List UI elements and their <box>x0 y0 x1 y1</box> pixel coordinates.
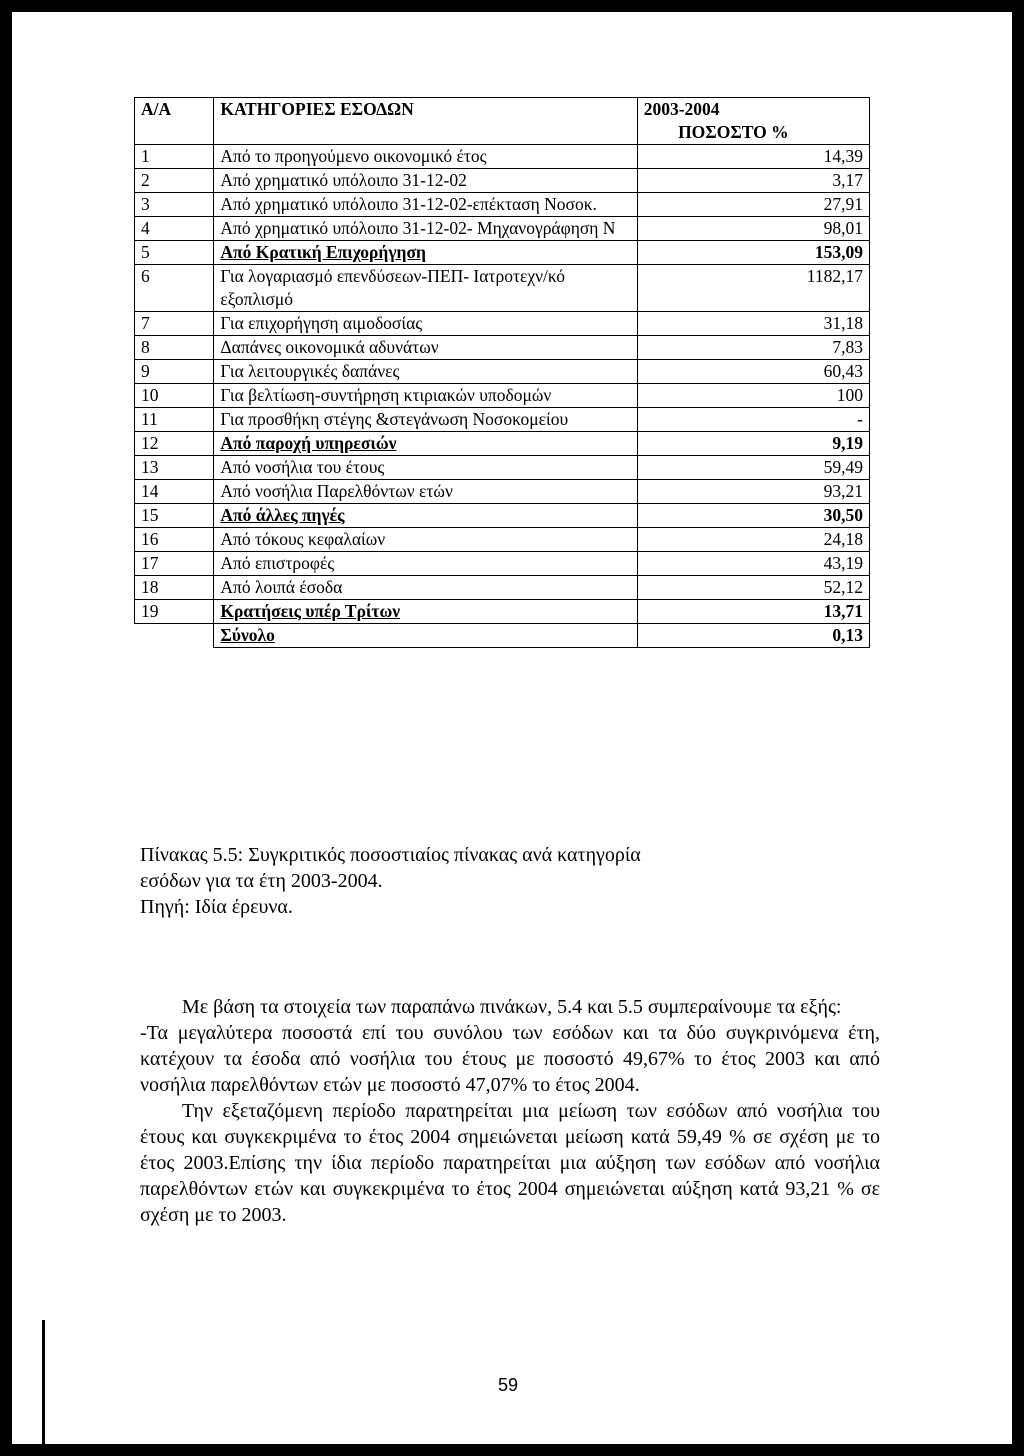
row-category: Από χρηματικό υπόλοιπο 31-12-02 <box>214 169 637 193</box>
row-category-text: Από Κρατική Επιχορήγηση <box>220 242 426 262</box>
table-row <box>135 576 870 600</box>
row-num: 18 <box>135 576 214 600</box>
row-num: 2 <box>135 169 214 193</box>
table-row <box>135 600 870 624</box>
row-value: 7,83 <box>637 336 869 360</box>
table-row <box>135 217 870 241</box>
total-row-empty-cell <box>135 624 214 648</box>
total-value: 0,13 <box>637 624 869 648</box>
row-category-text: Από το προηγούμενο οικονομικό έτος <box>220 146 487 166</box>
row-value: 24,18 <box>637 528 869 552</box>
row-num: 5 <box>135 241 214 265</box>
paragraph-largest-shares: -Τα μεγαλύτερα ποσοστά επί του συνόλου των εσόδων και τα δύο συγκρινόμενα έτη, κατέχουν τα έσοδα από νοσήλια του έτους με ποσοστό 49,67% το έτος 2003 και από νοσήλια παρελθόντων ετών με ποσοστό 47,07% το έτος 2004. <box>140 1022 880 1096</box>
row-num: 10 <box>135 384 214 408</box>
table-row <box>135 169 870 193</box>
row-num: 14 <box>135 480 214 504</box>
row-num: 19 <box>135 600 214 624</box>
row-category: Από επιστροφές <box>214 552 637 576</box>
caption-years: εσόδων για τα έτη 2003-2004. <box>140 870 383 892</box>
row-category <box>214 504 637 528</box>
row-category: Για λογαριασμό επενδύσεων-ΠΕΠ- Ιατροτεχν/κό εξοπλισμό <box>214 265 637 312</box>
row-category: Για προσθήκη στέγης &στεγάνωση Νοσοκομείου <box>214 408 637 432</box>
row-num: 11 <box>135 408 214 432</box>
header-percent: ΠΟΣΟΣΤΟ % <box>678 122 789 142</box>
table-row <box>135 480 870 504</box>
row-category: Δαπάνες οικονομικά αδυνάτων <box>214 336 637 360</box>
table-row <box>135 504 870 528</box>
table-row <box>135 336 870 360</box>
row-value: 30,50 <box>637 504 869 528</box>
row-category <box>214 241 637 265</box>
row-value: - <box>637 408 869 432</box>
row-category-text: Από άλλες πηγές <box>220 505 345 525</box>
table-row <box>135 360 870 384</box>
row-num: 4 <box>135 217 214 241</box>
total-label-text: Σύνολο <box>220 625 275 645</box>
table-row <box>135 145 870 169</box>
row-category: Από νοσήλια του έτους <box>214 456 637 480</box>
row-num: 3 <box>135 193 214 217</box>
table-row <box>135 408 870 432</box>
paragraph-period-change: Την εξεταζόμενη περίοδο παρατηρείται μια μείωση των εσόδων από νοσήλια του έτους και συγκεκριμένα το έτος 2004 σημειώνεται μείωση κατά 59,49 % σε σχέση με το έτος 2003.Επίσης την ίδια περίοδο παρατηρείται μια αύξηση των εσόδων από νοσήλια παρελθόντων ετών και συγκεκριμένα το έτος 2004 σημειώνεται αύξηση κατά 93,21 % σε σχέση με το 2003. <box>140 1100 880 1226</box>
row-value: 153,09 <box>637 241 869 265</box>
row-category <box>214 145 637 169</box>
total-label <box>214 624 637 648</box>
income-categories-table <box>134 97 870 648</box>
header-period-percent <box>637 98 869 145</box>
row-num: 8 <box>135 336 214 360</box>
row-category: Από λοιπά έσοδα <box>214 576 637 600</box>
row-value: 31,18 <box>637 312 869 336</box>
row-category-text: Από παροχή υπηρεσιών <box>220 433 397 453</box>
row-value: 100 <box>637 384 869 408</box>
table-row <box>135 384 870 408</box>
row-value: 3,17 <box>637 169 869 193</box>
row-num: 7 <box>135 312 214 336</box>
table-row <box>135 432 870 456</box>
caption-title: Πίνακας 5.5: Συγκριτικός ποσοστιαίος πίνακας ανά κατηγορία <box>140 844 641 866</box>
row-num: 12 <box>135 432 214 456</box>
row-category: Για λειτουργικές δαπάνες <box>214 360 637 384</box>
table-header-row <box>135 98 870 145</box>
row-category <box>214 600 637 624</box>
row-num: 13 <box>135 456 214 480</box>
row-value: 60,43 <box>637 360 869 384</box>
header-category: ΚΑΤΗΓΟΡΙΕΣ ΕΣΟΔΩΝ <box>214 98 637 145</box>
row-num: 15 <box>135 504 214 528</box>
row-category: Από νοσήλια Παρελθόντων ετών <box>214 480 637 504</box>
row-value: 98,01 <box>637 217 869 241</box>
row-num: 16 <box>135 528 214 552</box>
row-value: 13,71 <box>637 600 869 624</box>
header-num: Α/Α <box>135 98 214 145</box>
margin-line <box>42 1320 45 1444</box>
row-value: 43,19 <box>637 552 869 576</box>
row-category: Για επιχορήγηση αιμοδοσίας <box>214 312 637 336</box>
paragraph-intro: Με βάση τα στοιχεία των παραπάνω πινάκων, 5.4 και 5.5 συμπεραίνουμε τα εξής: <box>182 996 842 1018</box>
row-value: 27,91 <box>637 193 869 217</box>
row-num: 17 <box>135 552 214 576</box>
table-row <box>135 265 870 312</box>
table-row <box>135 193 870 217</box>
row-value: 1182,17 <box>637 265 869 312</box>
table-row <box>135 552 870 576</box>
table-row <box>135 528 870 552</box>
row-num: 1 <box>135 145 214 169</box>
header-period: 2003-2004 <box>643 99 720 119</box>
row-category: Για βελτίωση-συντήρηση κτιριακών υποδομών <box>214 384 637 408</box>
row-num: 6 <box>135 265 214 312</box>
body-text <box>140 994 880 1228</box>
table-row <box>135 241 870 265</box>
table-row <box>135 456 870 480</box>
row-value: 52,12 <box>637 576 869 600</box>
document-page <box>12 12 1012 1444</box>
table-row <box>135 312 870 336</box>
caption-source: Πηγή: Ιδία έρευνα. <box>140 896 293 918</box>
row-category <box>214 432 637 456</box>
row-category-text: Κρατήσεις υπέρ Τρίτων <box>220 601 401 621</box>
row-category: Από χρηματικό υπόλοιπο 31-12-02- Μηχανογράφηση Ν <box>214 217 637 241</box>
row-category: Από τόκους κεφαλαίων <box>214 528 637 552</box>
table-total-row <box>135 624 870 648</box>
row-category: Από χρηματικό υπόλοιπο 31-12-02-επέκταση Νοσοκ. <box>214 193 637 217</box>
row-value: 59,49 <box>637 456 869 480</box>
table-caption <box>140 842 880 920</box>
row-value: 9,19 <box>637 432 869 456</box>
row-value: 14,39 <box>637 145 869 169</box>
row-value: 93,21 <box>637 480 869 504</box>
page-number: 59 <box>498 1375 519 1395</box>
row-num: 9 <box>135 360 214 384</box>
